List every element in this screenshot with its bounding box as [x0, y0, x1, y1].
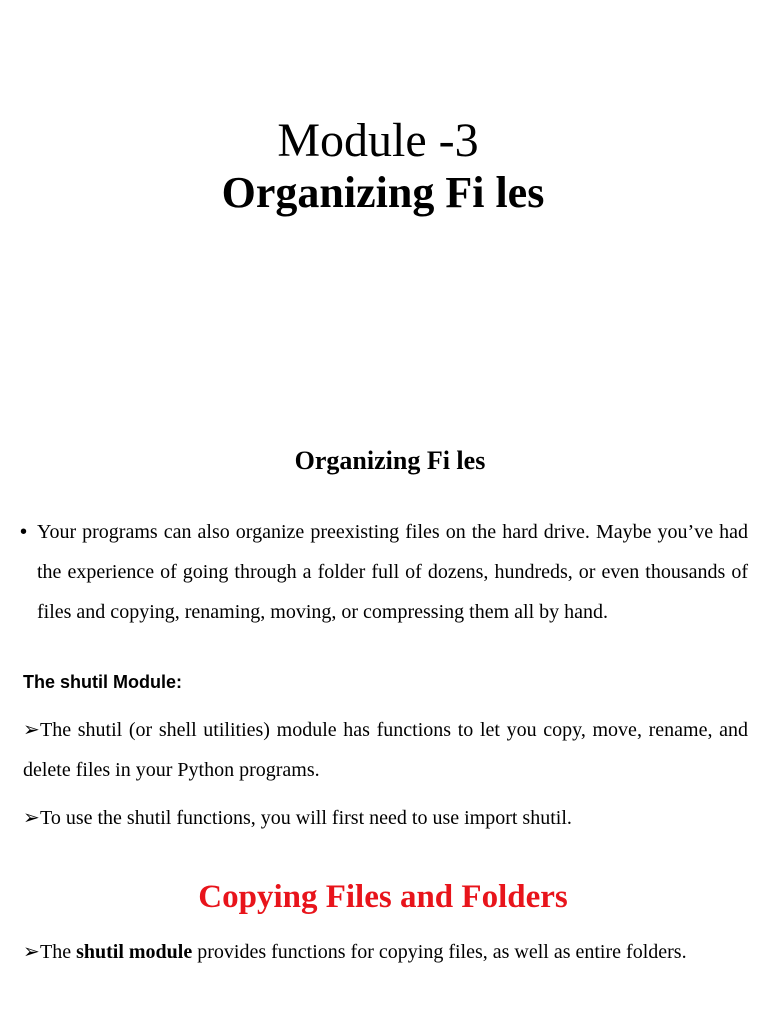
- module-subtitle: Organizing Fi les: [221, 168, 545, 217]
- copying-bold: shutil module: [76, 941, 193, 963]
- shutil-item-1: [23, 710, 748, 790]
- copying-rest: provides functions for copying files, as well as entire folders.: [192, 941, 687, 963]
- title-slide: [0, 0, 768, 420]
- copying-heading: Copying Files and Folders: [198, 879, 568, 915]
- shutil-item-text: The shutil (or shell utilities) module has functions to let you copy, move, rename, and delete files in your Python programs.: [23, 719, 748, 781]
- arrow-bullet-icon: ➢: [23, 807, 40, 829]
- copying-item-text: [23, 932, 748, 972]
- module-title: Module -3: [277, 114, 479, 167]
- copying-prefix: The: [40, 941, 77, 963]
- section-heading: Organizing Fi les: [294, 446, 486, 475]
- bullet-icon: •: [20, 521, 28, 543]
- shutil-heading: The shutil Module:: [23, 672, 182, 692]
- arrow-bullet-icon: ➢: [23, 719, 40, 741]
- arrow-bullet-icon: ➢: [23, 941, 40, 963]
- shutil-item-2: [23, 798, 748, 838]
- copying-item: [23, 932, 748, 972]
- intro-paragraph: Your programs can also organize preexisting files on the hard drive. Maybe you’ve had the experience of going through a folder full of dozens, hundreds, or even thousands of files and copying, renaming, moving, or compressing them all by hand.: [37, 521, 748, 623]
- intro-bullet: [20, 512, 748, 632]
- shutil-item-text: To use the shutil functions, you will first need to use import shutil.: [40, 807, 572, 829]
